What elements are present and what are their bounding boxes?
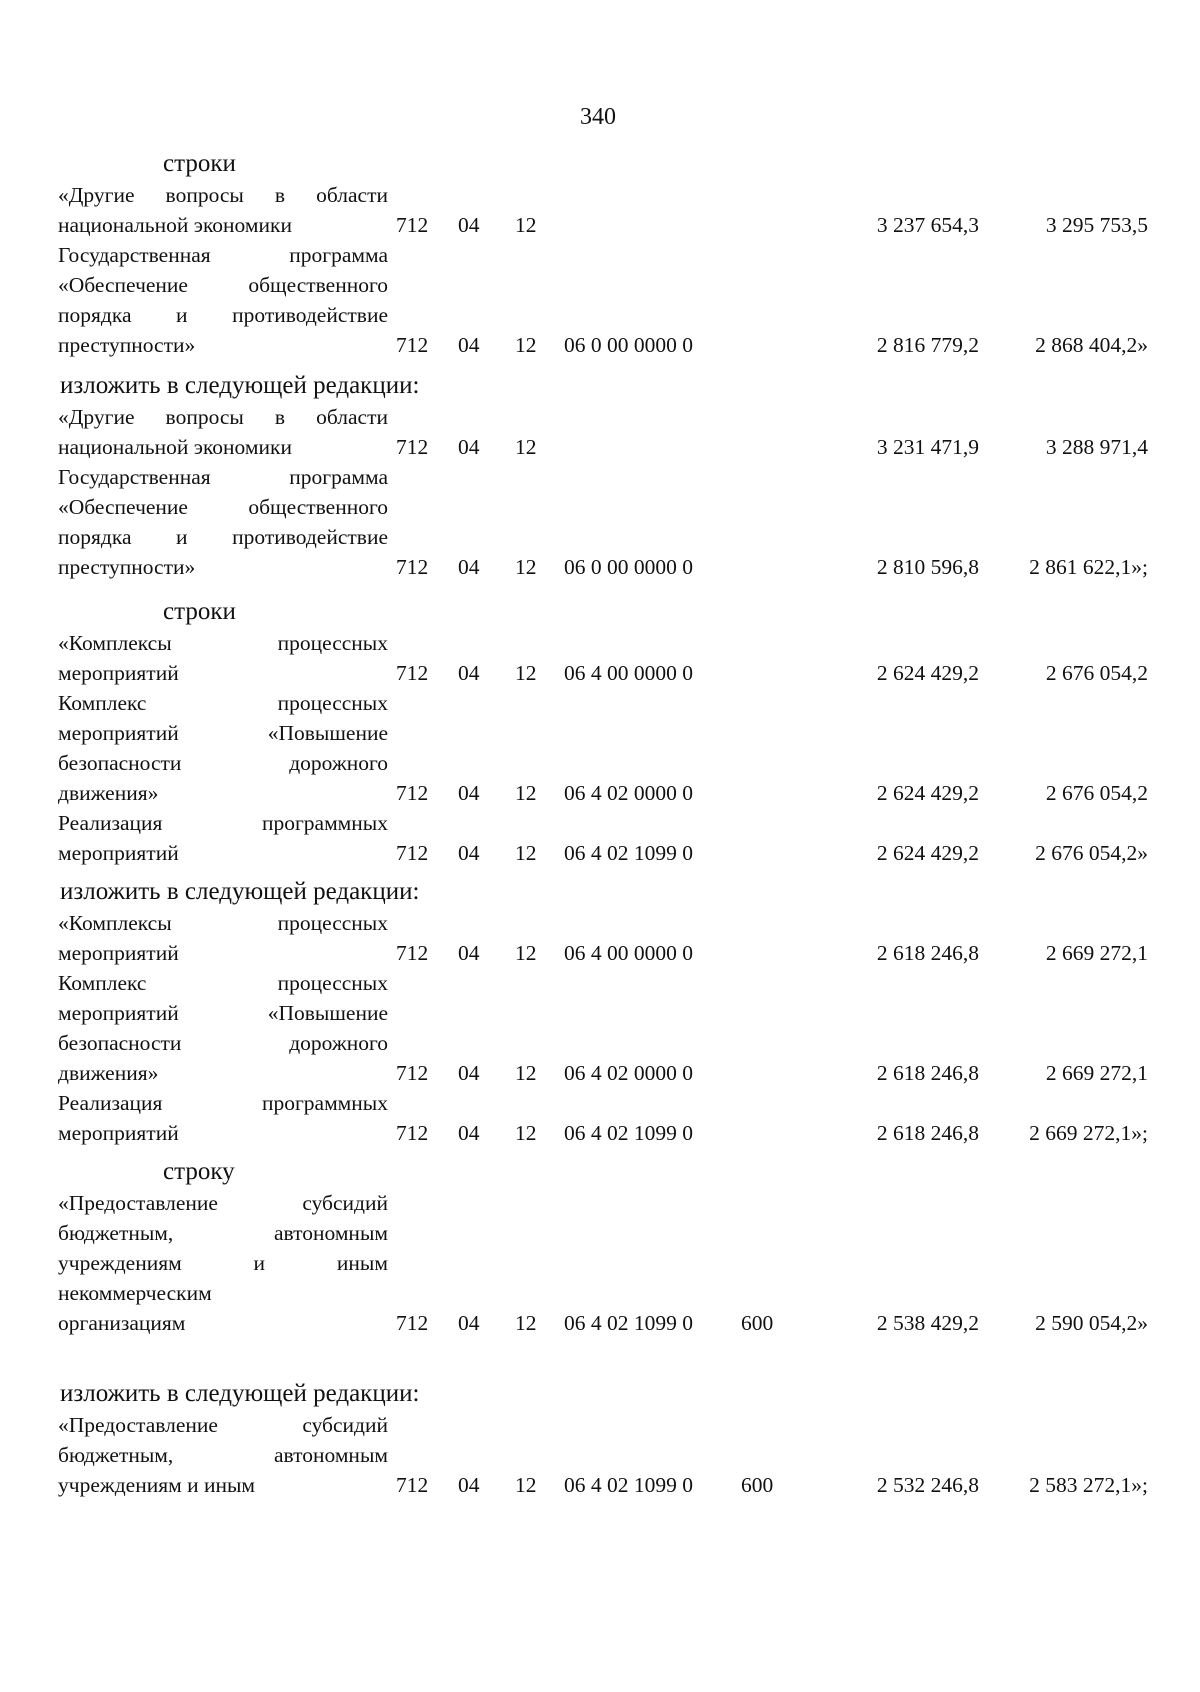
amount-year-2: 2 669 272,1 xyxy=(1045,941,1148,965)
subsection-code: 12 xyxy=(515,555,537,579)
amount-year-1: 2 810 596,8 xyxy=(876,555,979,579)
row-name-line: учреждениям и иным xyxy=(58,1251,388,1275)
section-heading: строки xyxy=(163,598,236,625)
target-article-code xyxy=(564,180,741,240)
budget-table xyxy=(58,1188,1148,1338)
row-name-line: Комплекс процессных xyxy=(58,691,388,715)
amount-year-1: 2 538 429,2 xyxy=(876,1311,979,1335)
amount-year-2: 3 295 753,5 xyxy=(1045,213,1148,237)
row-name xyxy=(58,462,396,582)
row-name-line: Реализация программных xyxy=(58,811,388,835)
amount-year-1: 2 618 246,8 xyxy=(876,941,979,965)
subsection-code: 12 xyxy=(515,1061,537,1085)
target-article-code: 06 0 00 0000 0 xyxy=(564,555,693,579)
expense-type-code xyxy=(741,688,831,808)
subsection-code: 12 xyxy=(515,435,537,459)
section-heading: строку xyxy=(163,1158,235,1185)
expense-type-code xyxy=(741,908,831,968)
row-name-line: Комплекс процессных xyxy=(58,971,388,995)
row-name xyxy=(58,628,396,688)
table-row xyxy=(58,908,1148,968)
amount-year-1: 2 624 429,2 xyxy=(876,841,979,865)
ministry-code: 712 xyxy=(396,661,429,685)
budget-table xyxy=(58,402,1148,582)
subsection-code: 12 xyxy=(515,333,537,357)
table-row xyxy=(58,968,1148,1088)
amount-year-1: 3 231 471,9 xyxy=(876,435,979,459)
amount-year-2: 2 676 054,2 xyxy=(1045,781,1148,805)
amount-year-1: 2 816 779,2 xyxy=(876,333,979,357)
amount-year-2: 2 669 272,1»; xyxy=(1029,1121,1148,1145)
subsection-code: 12 xyxy=(515,661,537,685)
row-name-line: «Обеспечение общественного xyxy=(58,495,388,519)
expense-type-code xyxy=(741,462,831,582)
table-row xyxy=(58,240,1148,360)
section-code: 04 xyxy=(458,841,480,865)
amount-year-2: 2 676 054,2 xyxy=(1045,661,1148,685)
row-name-line: мероприятий xyxy=(58,661,179,685)
row-name-line: некоммерческим xyxy=(58,1281,212,1305)
subsection-code: 12 xyxy=(515,1473,537,1497)
amount-year-2: 2 676 054,2» xyxy=(1035,841,1148,865)
row-name-line: «Другие вопросы в области xyxy=(58,405,388,429)
amount-year-2: 2 583 272,1»; xyxy=(1029,1473,1148,1497)
edit-heading: изложить в следующей редакции: xyxy=(60,1380,420,1407)
row-name-line: Государственная программа xyxy=(58,243,388,267)
row-name-line: безопасности дорожного xyxy=(58,751,388,775)
row-name xyxy=(58,808,396,868)
ministry-code: 712 xyxy=(396,841,429,865)
ministry-code: 712 xyxy=(396,941,429,965)
amount-year-1: 2 624 429,2 xyxy=(876,781,979,805)
table-row xyxy=(58,1088,1148,1148)
row-name-line: национальной экономики xyxy=(58,213,292,237)
table-row xyxy=(58,1188,1148,1338)
row-name-line: организациям xyxy=(58,1311,186,1335)
ministry-code: 712 xyxy=(396,555,429,579)
section-code: 04 xyxy=(458,213,480,237)
row-name-line: порядка и противодействие xyxy=(58,303,388,327)
target-article-code: 06 4 02 0000 0 xyxy=(564,1061,693,1085)
target-article-code: 06 4 02 1099 0 xyxy=(564,1121,693,1145)
amount-year-2: 3 288 971,4 xyxy=(1045,435,1148,459)
ministry-code: 712 xyxy=(396,1061,429,1085)
section-code: 04 xyxy=(458,941,480,965)
edit-heading: изложить в следующей редакции: xyxy=(60,372,420,399)
row-name xyxy=(58,240,396,360)
amount-year-1: 2 618 246,8 xyxy=(876,1061,979,1085)
amount-year-1: 3 237 654,3 xyxy=(876,213,979,237)
target-article-code: 06 4 02 1099 0 xyxy=(564,841,693,865)
amount-year-1: 2 618 246,8 xyxy=(876,1121,979,1145)
row-name-line: движения» xyxy=(58,781,159,805)
subsection-code: 12 xyxy=(515,781,537,805)
expense-type-code xyxy=(741,240,831,360)
section-code: 04 xyxy=(458,435,480,459)
row-name xyxy=(58,180,396,240)
row-name-line: учреждениям и иным xyxy=(58,1473,256,1497)
row-name-line: безопасности дорожного xyxy=(58,1031,388,1055)
table-row xyxy=(58,180,1148,240)
subsection-code: 12 xyxy=(515,213,537,237)
expense-type-code xyxy=(741,1088,831,1148)
section-code: 04 xyxy=(458,1473,480,1497)
row-name-line: «Обеспечение общественного xyxy=(58,273,388,297)
row-name-line: «Предоставление субсидий xyxy=(58,1413,388,1437)
budget-table xyxy=(58,180,1148,360)
expense-type-code xyxy=(741,628,831,688)
row-name-line: «Предоставление субсидий xyxy=(58,1191,388,1215)
section-code: 04 xyxy=(458,1061,480,1085)
target-article-code: 06 4 02 0000 0 xyxy=(564,781,693,805)
row-name-line: преступности» xyxy=(58,555,196,579)
row-name-line: «Другие вопросы в области xyxy=(58,183,388,207)
row-name-line: мероприятий «Повышение xyxy=(58,721,388,745)
section-code: 04 xyxy=(458,555,480,579)
row-name xyxy=(58,1188,396,1338)
subsection-code: 12 xyxy=(515,841,537,865)
row-name-line: движения» xyxy=(58,1061,159,1085)
amount-year-2: 2 861 622,1»; xyxy=(1029,555,1148,579)
row-name xyxy=(58,908,396,968)
row-name-line: Государственная программа xyxy=(58,465,388,489)
amount-year-2: 2 669 272,1 xyxy=(1045,1061,1148,1085)
amount-year-1: 2 624 429,2 xyxy=(876,661,979,685)
target-article-code: 06 4 02 1099 0 xyxy=(564,1473,693,1497)
target-article-code: 06 4 00 0000 0 xyxy=(564,661,693,685)
section-heading: строки xyxy=(163,150,236,177)
row-name-line: бюджетным, автономным xyxy=(58,1221,388,1245)
page-number: 340 xyxy=(580,104,616,130)
amount-year-1: 2 532 246,8 xyxy=(876,1473,979,1497)
row-name-line: бюджетным, автономным xyxy=(58,1443,388,1467)
row-name-line: мероприятий xyxy=(58,1121,179,1145)
budget-table xyxy=(58,628,1148,868)
row-name-line: мероприятий «Повышение xyxy=(58,1001,388,1025)
ministry-code: 712 xyxy=(396,1473,429,1497)
ministry-code: 712 xyxy=(396,333,429,357)
ministry-code: 712 xyxy=(396,435,429,459)
row-name xyxy=(58,688,396,808)
budget-table xyxy=(58,1410,1148,1500)
expense-type-code xyxy=(741,808,831,868)
row-name-line: мероприятий xyxy=(58,941,179,965)
subsection-code: 12 xyxy=(515,941,537,965)
section-code: 04 xyxy=(458,1311,480,1335)
expense-type-code xyxy=(741,180,831,240)
ministry-code: 712 xyxy=(396,781,429,805)
section-code: 04 xyxy=(458,781,480,805)
section-code: 04 xyxy=(458,333,480,357)
row-name xyxy=(58,968,396,1088)
expense-type-code xyxy=(741,968,831,1088)
target-article-code: 06 4 00 0000 0 xyxy=(564,941,693,965)
target-article-code xyxy=(564,402,741,462)
ministry-code: 712 xyxy=(396,1121,429,1145)
row-name-line: порядка и противодействие xyxy=(58,525,388,549)
ministry-code: 712 xyxy=(396,1311,429,1335)
ministry-code: 712 xyxy=(396,213,429,237)
subsection-code: 12 xyxy=(515,1121,537,1145)
row-name xyxy=(58,402,396,462)
target-article-code: 06 4 02 1099 0 xyxy=(564,1311,693,1335)
row-name-line: мероприятий xyxy=(58,841,179,865)
row-name-line: национальной экономики xyxy=(58,435,292,459)
row-name-line: преступности» xyxy=(58,333,196,357)
budget-table xyxy=(58,908,1148,1148)
row-name xyxy=(58,1410,396,1500)
expense-type-code xyxy=(741,402,831,462)
section-code: 04 xyxy=(458,661,480,685)
section-code: 04 xyxy=(458,1121,480,1145)
table-row xyxy=(58,462,1148,582)
expense-type-code: 600 xyxy=(741,1311,774,1335)
row-name-line: Реализация программных xyxy=(58,1091,388,1115)
amount-year-2: 2 868 404,2» xyxy=(1035,333,1148,357)
subsection-code: 12 xyxy=(515,1311,537,1335)
amount-year-2: 2 590 054,2» xyxy=(1035,1311,1148,1335)
row-name-line: «Комплексы процессных xyxy=(58,631,388,655)
expense-type-code: 600 xyxy=(741,1473,774,1497)
row-name xyxy=(58,1088,396,1148)
table-row xyxy=(58,688,1148,808)
row-name-line: «Комплексы процессных xyxy=(58,911,388,935)
target-article-code: 06 0 00 0000 0 xyxy=(564,333,693,357)
table-row xyxy=(58,808,1148,868)
table-row xyxy=(58,1410,1148,1500)
edit-heading: изложить в следующей редакции: xyxy=(60,878,420,905)
table-row xyxy=(58,402,1148,462)
table-row xyxy=(58,628,1148,688)
